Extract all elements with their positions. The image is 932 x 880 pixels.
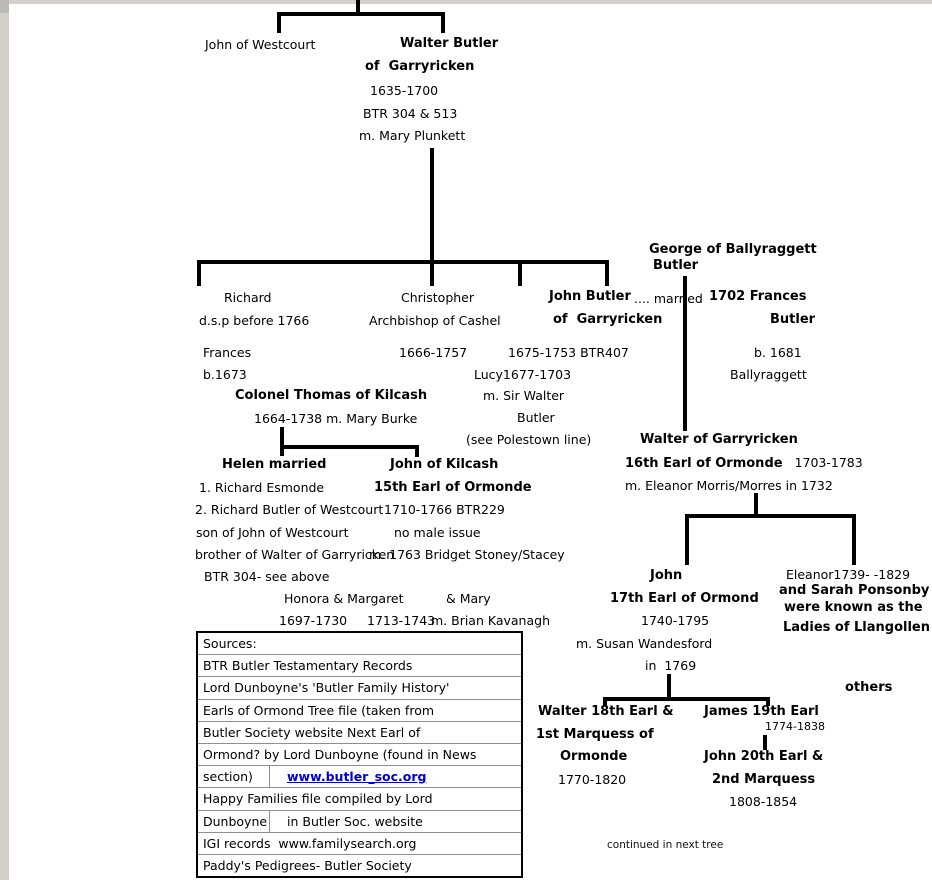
person-john-kilcash-issue: no male issue: [394, 525, 481, 540]
person-helen-l4: brother of Walter of Garryricken: [195, 547, 395, 562]
person-walter-butler-dates: 1635-1700: [370, 83, 439, 98]
connector-siblings-horizontal: [197, 260, 609, 264]
person-john-butler-married: .... married: [634, 291, 703, 306]
person-walter16-marriage: m. Eleanor Morris/Morres in 1732: [625, 478, 833, 493]
person-frances1702-place: Ballyraggett: [730, 367, 807, 382]
connector-drop-richard: [197, 260, 201, 286]
person-john17-year: in 1769: [645, 658, 697, 673]
connector-18th-gen-horizontal: [603, 697, 770, 701]
person-walter-butler-marriage: m. Mary Plunkett: [359, 128, 466, 143]
connector-thomas-children-horizontal: [280, 445, 419, 449]
person-eleanor-l4: Ladies of Llangollen: [783, 620, 930, 635]
person-frances-born: b.1673: [203, 367, 247, 382]
sources-row: [198, 654, 521, 676]
person-john17-name: John: [650, 568, 683, 583]
sources-row: [198, 676, 521, 698]
person-walter18-l2: 1st Marquess of: [536, 727, 654, 742]
person-lucy-note: (see Polestown line): [466, 432, 592, 447]
sources-row7-label: section): [203, 769, 253, 785]
person-john20-dates: 1808-1854: [729, 794, 798, 809]
connector-thomas-down: [280, 427, 284, 456]
person-eleanor-l3: were known as the: [784, 600, 923, 615]
sources-row10-text: IGI records www.familysearch.org: [203, 835, 417, 851]
person-frances1702-born: b. 1681: [754, 345, 802, 360]
person-john20-l1: John 20th Earl &: [704, 749, 824, 764]
connector-drop-lucy: [518, 260, 522, 286]
person-john17-marriage: m. Susan Wandesford: [576, 636, 713, 651]
person-richard-note: d.s.p before 1766: [199, 313, 310, 328]
person-walter-butler-place: of Garryricken: [365, 59, 475, 74]
person-george-line2: Butler: [653, 258, 699, 273]
connector-walter-down: [430, 148, 434, 262]
person-thomas-name: Colonel Thomas of Kilcash: [235, 388, 428, 403]
connector-top-horizontal: [277, 12, 445, 16]
sources-row3-text: Lord Dunboyne's 'Butler Family History': [203, 680, 450, 696]
sources-row9-cell2: in Butler Soc. website: [269, 811, 521, 832]
page-edge-left: [0, 0, 9, 880]
connector-17th-gen-horizontal: [685, 514, 856, 518]
sources-row: [198, 743, 521, 765]
person-honora-margaret-dates: 1697-1730 1713-1743: [279, 613, 436, 628]
person-frances-name: Frances: [203, 345, 252, 360]
butler-soc-link[interactable]: www.butler_soc.org: [287, 769, 427, 785]
person-walter16-title-line: [625, 456, 863, 472]
person-walter-butler-name: Walter Butler: [400, 36, 499, 51]
person-james19-name: James 19th Earl: [704, 704, 819, 719]
connector-drop-christopher: [430, 260, 434, 286]
person-james19-dates: 1774-1838: [765, 720, 825, 733]
connector-drop-eleanor: [852, 514, 856, 565]
sources-row7-link-cell: [269, 766, 521, 787]
person-lucy-marriage: m. Sir Walter: [483, 388, 565, 403]
person-helen-l1: 1. Richard Esmonde: [199, 480, 325, 495]
person-walter-butler-btr: BTR 304 & 513: [363, 106, 458, 121]
connector-james-john20: [763, 735, 767, 750]
person-john-kilcash-marriage: m. 1763 Bridget Stoney/Stacey: [369, 547, 565, 562]
person-walter18-dates: 1770-1820: [558, 772, 627, 787]
sources-row: [198, 787, 521, 809]
person-frances1702-line1: 1702 Frances: [709, 289, 807, 304]
sources-table: [196, 631, 523, 878]
sources-row-split: [198, 810, 521, 832]
person-walter18-l3: Ormonde: [560, 749, 628, 764]
page-edge-top: [0, 0, 932, 4]
sources-row9-cell1: Dunboyne: [203, 813, 268, 829]
person-john17-dates: 1740-1795: [641, 613, 710, 628]
person-christopher-title: Archbishop of Cashel: [369, 313, 501, 328]
person-eleanor-l1: Eleanor1739- -1829: [786, 567, 911, 582]
person-john-butler-place: of Garryricken: [553, 312, 663, 327]
sources-row-title: [198, 633, 521, 654]
connector-drop-john-kilcash: [415, 445, 419, 457]
person-mary-name: & Mary: [446, 591, 491, 606]
person-helen-name: Helen married: [222, 457, 327, 472]
person-walter16-title: 16th Earl of Ormonde: [625, 456, 783, 471]
person-john17-title: 17th Earl of Ormond: [610, 591, 759, 606]
person-helen-l3: son of John of Westcourt: [196, 525, 349, 540]
person-walter18-l1: Walter 18th Earl &: [538, 704, 674, 719]
person-john20-l2: 2nd Marquess: [712, 772, 816, 787]
sources-row2-text: BTR Butler Testamentary Records: [203, 658, 413, 674]
connector-drop-john-westcourt: [277, 12, 281, 33]
person-richard-name: Richard: [224, 290, 272, 305]
person-john-kilcash-name: John of Kilcash: [390, 457, 499, 472]
person-helen-l5: BTR 304- see above: [204, 569, 330, 584]
sources-row11-text: Paddy's Pedigrees- Butler Society: [203, 857, 412, 873]
sources-row4-text: Earls of Ormond Tree file (taken from: [203, 702, 435, 718]
sources-row5-text: Butler Society website Next Earl of: [203, 724, 421, 740]
person-john-kilcash-title: 15th Earl of Ormonde: [374, 480, 532, 495]
page-edge-corner: [0, 0, 9, 13]
sources-row6-text: Ormond? by Lord Dunboyne (found in News: [203, 747, 477, 763]
person-frances1702-line2: Butler: [770, 312, 816, 327]
sources-title: Sources:: [203, 636, 257, 652]
person-john-butler-dates: 1675-1753 BTR407: [508, 345, 629, 360]
sources-row: [198, 721, 521, 743]
person-walter16-name: Walter of Garryricken: [640, 432, 798, 447]
sources-row-link: [198, 765, 521, 787]
person-christopher-dates: 1666-1757: [399, 345, 468, 360]
person-honora-margaret-names: Honora & Margaret: [284, 591, 404, 606]
person-lucy-surname: Butler: [517, 410, 555, 425]
person-christopher-name: Christopher: [401, 290, 475, 305]
sources-row: [198, 854, 521, 876]
person-george-line1: George of Ballyraggett: [649, 242, 817, 257]
person-eleanor-l2: and Sarah Ponsonby: [779, 583, 930, 598]
connector-drop-john17: [685, 514, 689, 565]
person-john-kilcash-dates: 1710-1766 BTR229: [384, 502, 505, 517]
person-john-of-westcourt: John of Westcourt: [205, 37, 316, 52]
connector-drop-walter-butler: [441, 12, 445, 33]
person-walter16-dates: 1703-1783: [794, 455, 863, 470]
sources-row: [198, 699, 521, 721]
person-mary-marriage: m. Brian Kavanagh: [431, 613, 551, 628]
person-john-butler-name: John Butler: [549, 289, 631, 304]
person-thomas-dates: 1664-1738 m. Mary Burke: [254, 411, 418, 426]
label-others: others: [845, 680, 893, 695]
person-helen-l2: 2. Richard Butler of Westcourt: [195, 502, 384, 517]
connector-drop-john-butler: [605, 260, 609, 286]
label-continued-next-tree: continued in next tree: [607, 839, 724, 851]
sources-row: [198, 832, 521, 854]
person-lucy-name: Lucy1677-1703: [474, 367, 572, 382]
sources-row8-text: Happy Families file compiled by Lord: [203, 791, 433, 807]
